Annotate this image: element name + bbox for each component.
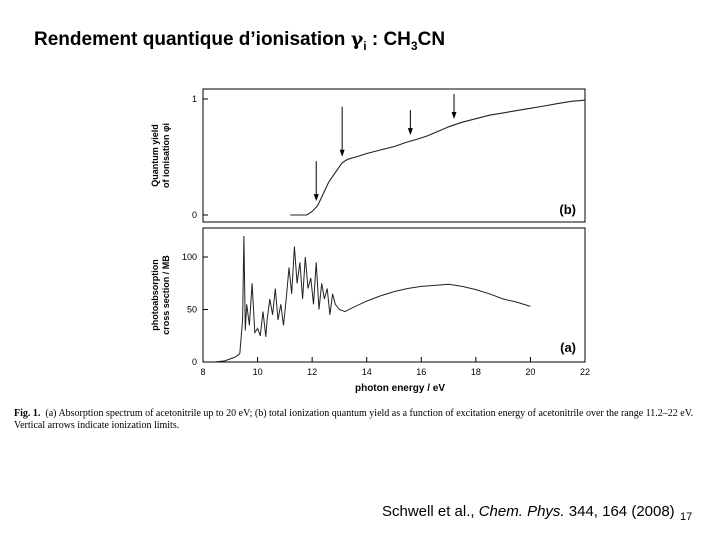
panel-a-xtick-label: 8	[200, 367, 206, 377]
panel-a-ylabel-line2: cross section / MB	[161, 255, 171, 335]
panel-a-ylabel-line1: photoabsorption	[150, 259, 160, 331]
panel-b-ytick-label: 1	[191, 94, 197, 104]
panel-a-xtick-label: 18	[470, 367, 481, 377]
ionization-arrow-head	[452, 112, 457, 119]
slide-number: 17	[680, 511, 693, 523]
panel-a-xtick-label: 20	[525, 367, 536, 377]
panel-a-xlabel: photon energy / eV	[354, 383, 446, 394]
panel-a-ytick-label: 50	[186, 304, 197, 315]
title-molecule-subscript: 3	[410, 38, 418, 53]
ionization-arrow-head	[408, 128, 413, 135]
panel-b-ytick-label: 0	[191, 210, 197, 220]
panel-a-label: (a)	[560, 340, 576, 355]
title-subscript: i	[363, 38, 367, 53]
reference-journal: Chem. Phys.	[478, 503, 565, 520]
panel-a-ytick-label: 100	[181, 252, 197, 262]
panel-a-series-line	[214, 236, 531, 362]
panel-a-xtick-label: 16	[416, 367, 427, 377]
reference-authors: Schwell et al.,	[382, 503, 479, 520]
reference	[382, 503, 675, 520]
panel-b-label: (b)	[559, 202, 576, 217]
title-symbol: γ	[350, 28, 364, 50]
title-molecule-part2: CN	[417, 29, 446, 50]
panel-b-ylabel-line1: Quantum yield	[150, 124, 160, 187]
panel-a-xtick-label: 22	[579, 367, 591, 377]
panel-a-ytick-label: 0	[191, 357, 197, 367]
panel-b-ylabel-line2: of ionisation φi	[161, 123, 171, 188]
panel-a-xtick-label: 12	[307, 367, 318, 377]
panel-a-xtick-label: 10	[252, 367, 263, 377]
panel-a-frame	[203, 228, 585, 362]
caption-label: Fig. 1.	[14, 408, 41, 419]
panel-b	[150, 89, 585, 222]
panel-a	[150, 228, 590, 394]
panel-b-series-line	[290, 100, 585, 215]
caption-text: (a) Absorption spectrum of acetonitrile up to 20 eV; (b) total ionization quantum yield as a function of excitation energy of acetonitrile over the range 11.2–22 eV. Vertical arrows indicate ionization limits.	[14, 408, 694, 431]
title-text: Rendement quantique d’ionisation	[34, 29, 351, 50]
figure-caption	[14, 408, 720, 432]
reference-details: 344, 164 (2008)	[564, 503, 675, 520]
ionization-arrow-head	[340, 150, 345, 157]
title-molecule-part1: : CH	[366, 29, 411, 50]
panel-a-xtick-label: 14	[361, 367, 372, 377]
ionization-arrow-head	[314, 194, 319, 201]
